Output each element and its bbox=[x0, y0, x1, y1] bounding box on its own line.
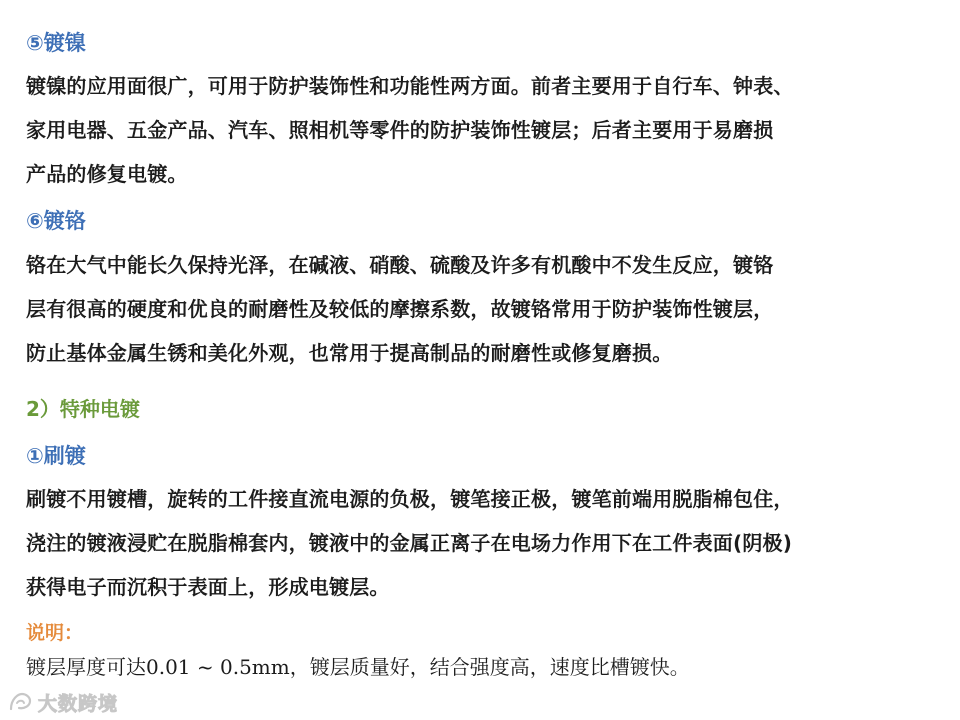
note-label: 说明： bbox=[26, 622, 84, 644]
paragraph-line: 刷镀不用镀槽，旋转的工件接直流电源的负极，镀笔接正极，镀笔前端用脱脂棉包住， bbox=[26, 487, 794, 511]
paragraph-chrome-plating bbox=[26, 243, 941, 375]
paragraph-line: 层有很高的硬度和优良的耐磨性及较低的摩擦系数，故镀铬常用于防护装饰性镀层， bbox=[26, 297, 774, 321]
section-heading-special-plating: 2）特种电镀 bbox=[26, 397, 140, 421]
paragraph-brush-plating bbox=[26, 477, 941, 609]
section-heading-nickel-plating: ⑤镀镍 bbox=[26, 31, 86, 55]
watermark bbox=[8, 688, 118, 716]
watermark-text: 大数跨境 bbox=[38, 692, 119, 715]
watermark-logo-icon bbox=[8, 691, 34, 713]
paragraph-line: 铬在大气中能长久保持光泽，在碱液、硝酸、硫酸及许多有机酸中不发生反应，镀铬 bbox=[26, 253, 774, 277]
paragraph-line: 浇注的镀液浸贮在脱脂棉套内，镀液中的金属正离子在电场力作用下在工件表面(阴极) bbox=[26, 531, 793, 555]
paragraph-nickel-plating bbox=[26, 64, 941, 196]
section-heading-brush-plating: ①刷镀 bbox=[26, 444, 86, 468]
paragraph-line: 家用电器、五金产品、汽车、照相机等零件的防护装饰性镀层；后者主要用于易磨损 bbox=[26, 118, 774, 142]
paragraph-line: 获得电子而沉积于表面上，形成电镀层。 bbox=[26, 575, 390, 599]
paragraph-line: 防止基体金属生锈和美化外观，也常用于提高制品的耐磨性或修复磨损。 bbox=[26, 341, 673, 365]
paragraph-line: 镀镍的应用面很广，可用于防护装饰性和功能性两方面。前者主要用于自行车、钟表、 bbox=[26, 74, 794, 98]
paragraph-line: 产品的修复电镀。 bbox=[26, 162, 188, 186]
section-heading-chrome-plating: ⑥镀铬 bbox=[26, 209, 86, 233]
note-text: 镀层厚度可达0.01 ~ 0.5mm，镀层质量好，结合强度高，速度比槽镀快。 bbox=[26, 655, 690, 679]
